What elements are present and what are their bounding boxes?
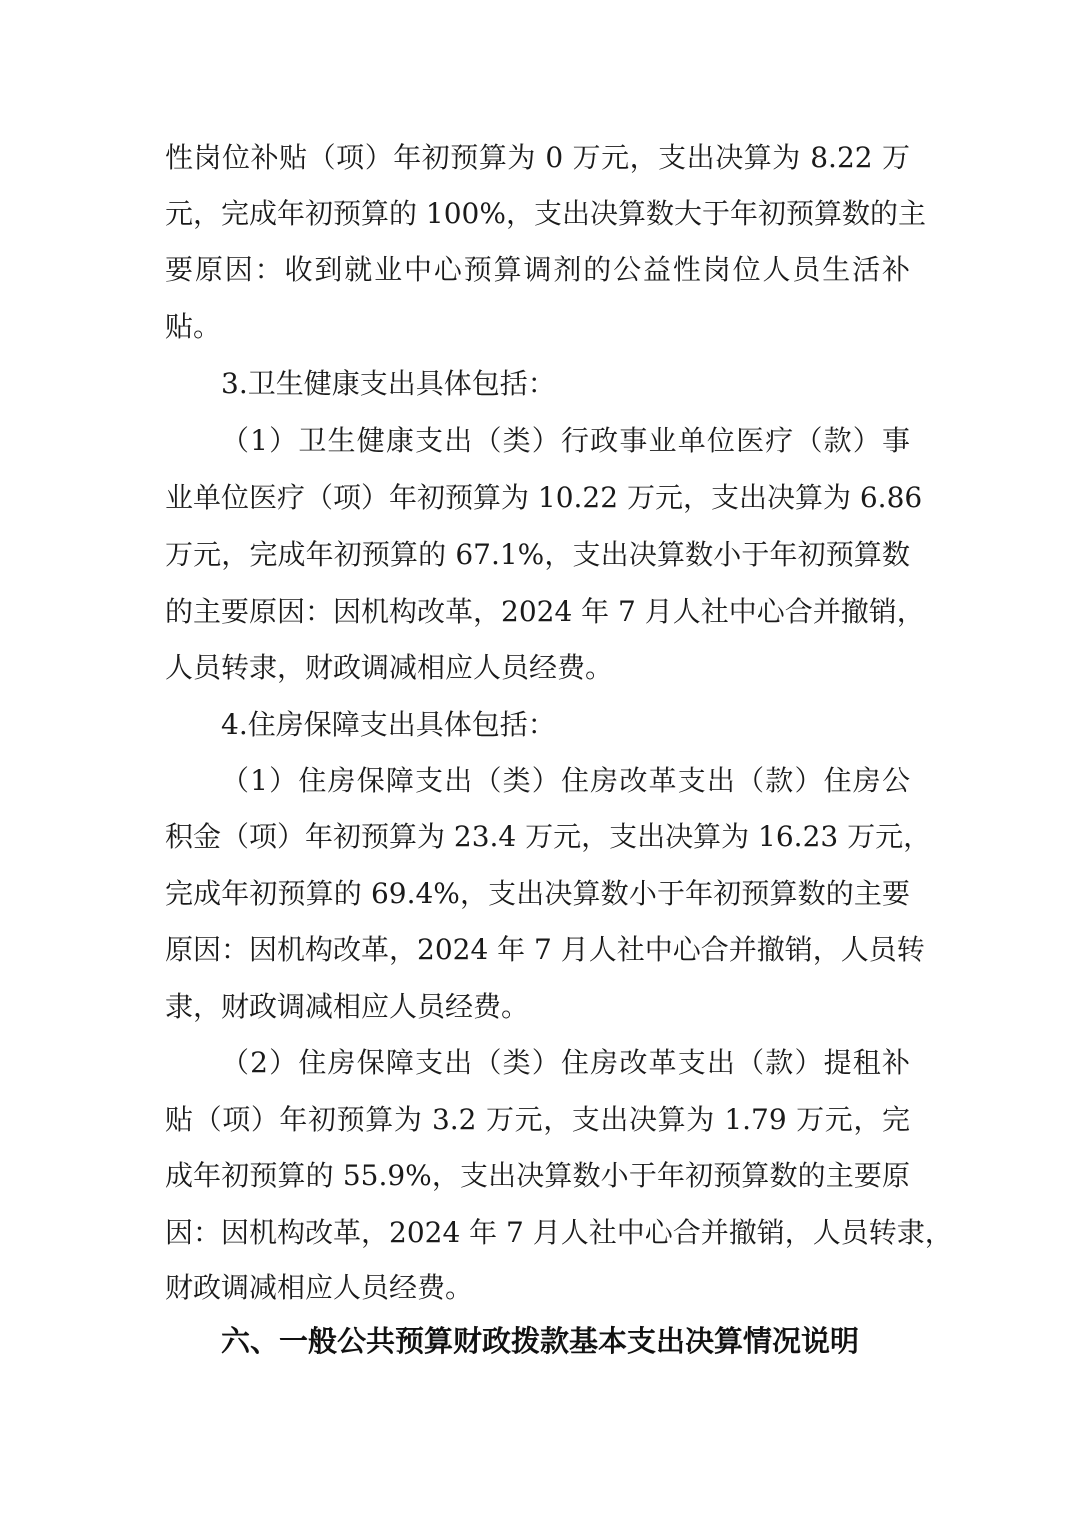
subsection-title-housing: 4.住房保障支出具体包括： bbox=[221, 708, 556, 741]
section-heading: 六、一般公共预算财政拨款基本支出决算情况说明 bbox=[221, 1324, 860, 1358]
body-line: （1）卫生健康支出（类）行政事业单位医疗（款）事 bbox=[221, 424, 910, 457]
body-line: 要原因：收到就业中心预算调剂的公益性岗位人员生活补 bbox=[165, 253, 910, 286]
body-line: 贴。 bbox=[165, 310, 222, 343]
body-line: （1）住房保障支出（类）住房改革支出（款）住房公 bbox=[221, 764, 910, 797]
subsection-title-health: 3.卫生健康支出具体包括： bbox=[221, 367, 556, 400]
body-line: 完成年初预算的 69.4%，支出决算数小于年初预算数的主要 bbox=[165, 877, 910, 910]
body-line: 成年初预算的 55.9%，支出决算数小于年初预算数的主要原 bbox=[165, 1159, 910, 1192]
body-line: 业单位医疗（项）年初预算为 10.22 万元，支出决算为 6.86 bbox=[165, 481, 923, 514]
body-line: 财政调减相应人员经费。 bbox=[165, 1271, 474, 1304]
body-line: 原因：因机构改革，2024 年 7 月人社中心合并撤销，人员转 bbox=[165, 933, 925, 966]
body-line: 积金（项）年初预算为 23.4 万元，支出决算为 16.23 万元， bbox=[165, 820, 932, 853]
body-line: 因：因机构改革，2024 年 7 月人社中心合并撤销，人员转隶， bbox=[165, 1216, 953, 1249]
body-line: 贴（项）年初预算为 3.2 万元，支出决算为 1.79 万元，完 bbox=[165, 1103, 910, 1136]
body-line: 人员转隶，财政调减相应人员经费。 bbox=[165, 651, 614, 684]
body-line: （2）住房保障支出（类）住房改革支出（款）提租补 bbox=[221, 1046, 910, 1079]
body-line: 元，完成年初预算的 100%，支出决算数大于年初预算数的主 bbox=[165, 197, 926, 230]
body-line: 的主要原因：因机构改革，2024 年 7 月人社中心合并撤销， bbox=[165, 595, 925, 628]
body-line: 隶，财政调减相应人员经费。 bbox=[165, 990, 530, 1023]
body-line: 性岗位补贴（项）年初预算为 0 万元，支出决算为 8.22 万 bbox=[165, 141, 910, 174]
body-line: 万元，完成年初预算的 67.1%，支出决算数小于年初预算数 bbox=[165, 538, 910, 571]
